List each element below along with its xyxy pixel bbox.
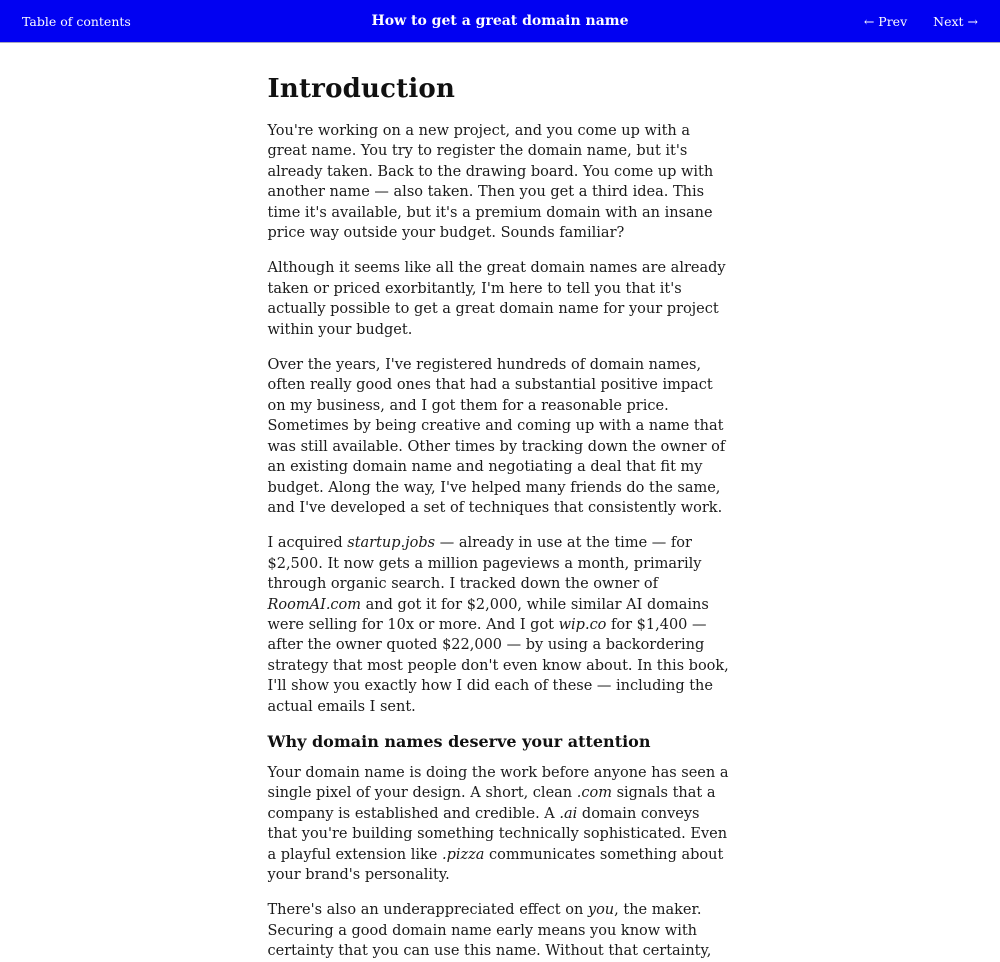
- section-subheading: Why domain names deserve your attention: [267, 731, 651, 751]
- paragraph: Your domain name is doing the work before anyone has seen a single pixel of your design. A short, clean .com signals that a company is established and credible. A .ai domain conveys that you're building something technically sophisticated. Even a playful extension like .pizza communicates something about your brand's personality.: [267, 764, 729, 883]
- page-title: How to get a great domain name: [371, 13, 629, 29]
- paragraph: There's also an underappreciated effect on you, the maker. Securing a good domain name early means you know with certainty that you can use this name. Without that certainty,: [267, 902, 712, 960]
- prev-link[interactable]: ← Prev: [863, 13, 908, 29]
- header-bar: [0, 0, 1000, 43]
- table-of-contents-link[interactable]: Table of contents: [22, 13, 131, 29]
- pagination-nav: [864, 14, 978, 29]
- paragraph: You're working on a new project, and you come up with a great name. You try to register the domain name, but it's already taken. Back to the drawing board. You come up with another name — also taken. Then you get a third idea. This time it's available, but it's a premium domain with an insane price way outside your budget. Sounds familiar?: [267, 123, 714, 242]
- paragraph: Over the years, I've registered hundreds of domain names, often really good ones that had a substantial positive impact on my business, and I got them for a reasonable price. Sometimes by being creative and coming up with a name that was still available. Other times by tracking down the owner of an existing domain name and negotiating a deal that fit my budget. Along the way, I've helped many friends do the same, and I've developed a set of techniques that consistently work.: [267, 357, 726, 516]
- paragraph: Although it seems like all the great domain names are already taken or priced exorbitantly, I'm here to tell you that it's actually possible to get a great domain name for your project within your budget.: [267, 260, 726, 338]
- article-heading: Introduction: [267, 74, 456, 104]
- next-link[interactable]: Next →: [933, 13, 978, 29]
- article: [268, 43, 733, 962]
- paragraph: I acquired startup.jobs — already in use at the time — for $2,500. It now gets a million pageviews a month, primarily through organic search. I tracked down the owner of RoomAI.com and got it for $2,000, while similar AI domains were selling for 10x or more. And I got wip.co for $1,400 — after the owner quoted $22,000 — by using a backordering strategy that most people don't even know about. In this book, I'll show you exactly how I did each of these — including the actual emails I sent.: [267, 535, 729, 715]
